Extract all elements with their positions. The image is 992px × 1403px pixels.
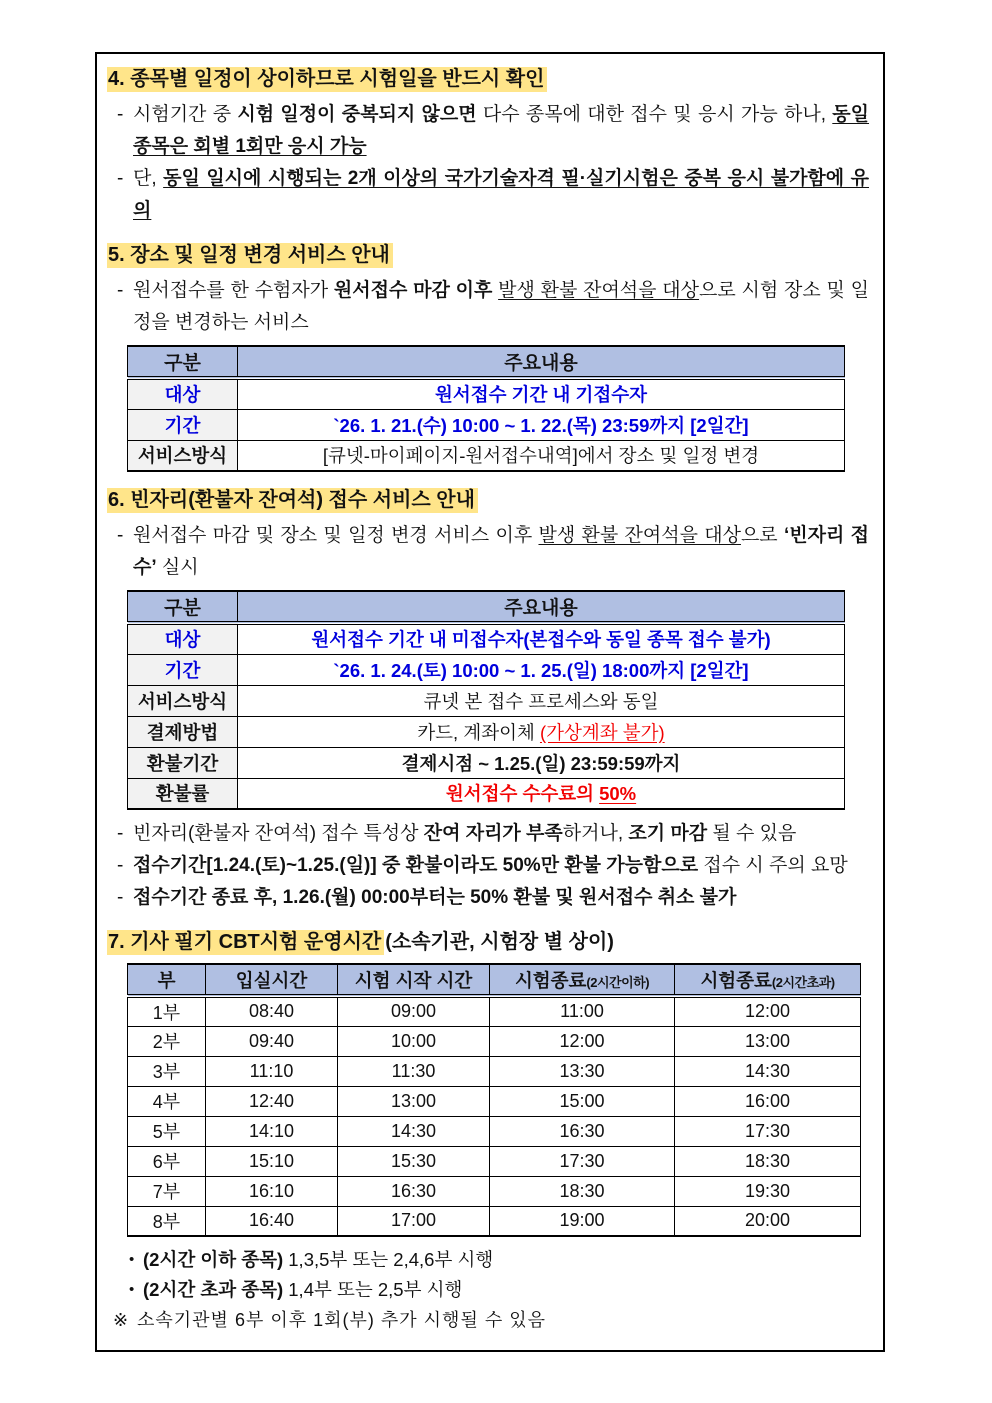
table-row — [128, 778, 845, 809]
table-row — [128, 1206, 861, 1236]
bullet-item — [125, 1275, 871, 1305]
table-row — [128, 409, 845, 440]
text-segment: 동일 일시에 시행되는 2개 이상의 국가기술자격 필·실기시험은 중복 응시 불가함에 유의 — [133, 168, 869, 221]
bullet-text — [133, 882, 871, 914]
schedule-cell: 15:10 — [206, 1146, 338, 1176]
text-segment: 동일 종목은 회별 1회만 응시 가능 — [133, 104, 870, 157]
text-segment: 잔여 자리가 부족 — [423, 823, 563, 844]
document-page — [95, 52, 885, 1352]
bullet-marker: - — [117, 525, 124, 546]
text-segment: 발생 환불 잔여석을 대상 — [538, 525, 741, 546]
schedule-cell: 09:40 — [206, 1026, 338, 1056]
schedule-cell: 17:30 — [490, 1146, 675, 1176]
text-segment: 접수기간 종료 후, 1.26.(월) 00:00부터는 50% 환불 및 원서접수 취소 불가 — [133, 887, 737, 908]
bullet-text — [143, 1275, 871, 1305]
bullet-marker: - — [117, 280, 124, 301]
schedule-cell: 18:30 — [675, 1146, 861, 1176]
row-value — [238, 378, 845, 409]
table-row — [128, 654, 845, 685]
text-segment: 하거나, — [562, 823, 629, 844]
bullet-item — [113, 520, 871, 584]
cbt-schedule-table — [127, 963, 861, 1237]
row-value — [238, 440, 845, 471]
table-header — [128, 964, 861, 996]
row-label: 환불률 — [128, 778, 238, 809]
row-value — [238, 623, 845, 654]
schedule-cell: 11:00 — [490, 996, 675, 1026]
text-segment: 빈자리(환불자 잔여석) 접수 특성상 — [133, 823, 424, 844]
bullet-text — [133, 99, 871, 163]
schedule-cell: 13:30 — [490, 1056, 675, 1086]
info-table — [127, 345, 845, 472]
column-header-category: 구분 — [128, 591, 238, 623]
text-segment: (가상계좌 불가) — [539, 721, 665, 743]
schedule-cell: 16:40 — [206, 1206, 338, 1236]
section-6-heading — [107, 485, 871, 515]
schedule-cell: 13:00 — [675, 1026, 861, 1056]
text-segment: 원서접수 기간 내 미접수자(본접수와 동일 종목 접수 불가) — [311, 629, 771, 651]
bullet-item — [113, 99, 871, 163]
schedule-cell: 13:00 — [338, 1086, 490, 1116]
bullet-marker: - — [117, 823, 124, 844]
vacancy-service-table-wrap — [107, 590, 871, 810]
row-value — [238, 778, 845, 809]
row-label: 대상 — [128, 378, 238, 409]
column-header-main: 부 — [157, 969, 176, 991]
bullet-text — [133, 818, 871, 850]
bullet-text — [133, 520, 871, 584]
schedule-cell: 12:40 — [206, 1086, 338, 1116]
row-label: 대상 — [128, 623, 238, 654]
change-service-table-wrap — [107, 345, 871, 472]
section-5 — [107, 240, 871, 472]
text-segment: 시험 일정이 중복되지 않으면 — [237, 104, 477, 125]
column-header — [206, 964, 338, 996]
schedule-cell: 15:00 — [490, 1086, 675, 1116]
text-segment: 원서접수 기간 내 기접수자 — [434, 384, 647, 406]
schedule-cell: 17:30 — [675, 1116, 861, 1146]
bullet-marker: - — [117, 887, 124, 908]
info-table — [127, 590, 845, 810]
text-segment: 카드, 계좌이체 — [417, 721, 540, 743]
section-4-heading-highlight: 4. 종목별 일정이 상이하므로 시험일을 반드시 확인 — [107, 67, 547, 92]
schedule-cell: 14:30 — [338, 1116, 490, 1146]
schedule-cell: 10:00 — [338, 1026, 490, 1056]
bullet-text — [133, 275, 871, 339]
text-segment: 결제시점 ~ 1.25.(일) 23:59:59까지 — [401, 752, 681, 774]
row-label: 환불기간 — [128, 747, 238, 778]
table-row — [128, 996, 861, 1026]
column-header-main: 시험 시작 시간 — [354, 969, 473, 991]
row-label: 서비스방식 — [128, 685, 238, 716]
text-segment: 1,3,5부 또는 2,4,6부 시행 — [283, 1249, 494, 1270]
table-row — [128, 440, 845, 471]
text-segment: [큐넷-마이페이지-원서접수내역]에서 장소 및 일정 변경 — [322, 445, 760, 467]
bullet-item — [113, 818, 871, 850]
schedule-cell: 1부 — [128, 996, 206, 1026]
bullet-text — [133, 850, 871, 882]
text-segment: 실시 — [156, 557, 199, 578]
table-header-row — [128, 964, 861, 996]
schedule-cell: 18:30 — [490, 1176, 675, 1206]
bullet-text — [143, 1245, 871, 1275]
text-segment: 으로 — [740, 525, 784, 546]
row-value — [238, 409, 845, 440]
table-row — [128, 685, 845, 716]
column-header-main: 시험종료 — [514, 969, 587, 991]
row-value — [238, 654, 845, 685]
schedule-cell: 6부 — [128, 1146, 206, 1176]
table-row — [128, 1026, 861, 1056]
schedule-cell: 5부 — [128, 1116, 206, 1146]
bullet-item — [125, 1245, 871, 1275]
bullet-marker: - — [117, 855, 124, 876]
text-segment: 시험기간 중 — [133, 104, 238, 125]
table-header-row — [128, 591, 845, 623]
section-5-heading — [107, 240, 871, 270]
section-7-heading — [107, 927, 871, 957]
bullet-item — [109, 1305, 871, 1335]
section-4-heading — [107, 64, 871, 94]
text-segment: ‘빈자리 접수’ — [133, 525, 869, 578]
text-segment: 다수 종목에 대한 접수 및 응시 가능 하나, — [476, 104, 833, 125]
schedule-cell: 8부 — [128, 1206, 206, 1236]
section-7-notes — [113, 1245, 871, 1335]
row-label: 기간 — [128, 409, 238, 440]
row-value — [238, 716, 845, 747]
column-header — [128, 964, 206, 996]
text-segment: 원서접수 마감 이후 — [333, 280, 493, 301]
schedule-cell: 4부 — [128, 1086, 206, 1116]
text-segment: 발생 환불 잔여석을 대상 — [498, 280, 700, 301]
table-row — [128, 623, 845, 654]
bullet-marker: - — [117, 104, 124, 125]
section-7-heading-suffix: (소속기관, 시험장 별 상이) — [385, 931, 614, 953]
column-header-main: 입실시간 — [235, 969, 308, 991]
section-5-heading-highlight: 5. 장소 및 일정 변경 서비스 안내 — [107, 243, 393, 268]
text-segment: 원서접수 수수료의 — [445, 783, 600, 805]
text-segment: 큐넷 본 접수 프로세스와 동일 — [423, 690, 659, 712]
bullet-text — [137, 1305, 871, 1335]
text-segment: 조기 마감 — [628, 823, 708, 844]
bullet-item — [113, 163, 871, 227]
table-row — [128, 1056, 861, 1086]
table-row — [128, 1116, 861, 1146]
schedule-cell: 11:10 — [206, 1056, 338, 1086]
section-4-bullets — [113, 99, 871, 227]
text-segment: `26. 1. 21.(수) 10:00 ~ 1. 22.(목) 23:59까지 [2일간] — [333, 414, 749, 436]
row-label: 결제방법 — [128, 716, 238, 747]
table-body — [128, 378, 845, 471]
bullet-item — [113, 275, 871, 339]
row-value — [238, 747, 845, 778]
text-segment: 될 수 있음 — [707, 823, 797, 844]
column-header-main: 시험종료 — [700, 969, 772, 991]
text-segment: 50% — [599, 783, 637, 805]
text-segment: 으로 시험 장소 및 일정을 변경하는 서비스 — [133, 280, 869, 333]
text-segment: (2시간 이하 종목) — [143, 1249, 284, 1270]
text-segment: 소속기관별 6부 이후 1회(부) 추가 시행될 수 있음 — [137, 1310, 546, 1330]
schedule-cell: 19:30 — [675, 1176, 861, 1206]
table-row — [128, 747, 845, 778]
schedule-cell: 16:30 — [338, 1176, 490, 1206]
text-segment: 1,4부 또는 2,5부 시행 — [283, 1279, 463, 1300]
section-6-bullets — [113, 520, 871, 584]
bullet-marker: • — [129, 1281, 135, 1298]
schedule-cell: 20:00 — [675, 1206, 861, 1236]
text-segment: 접수기간[1.24.(토)~1.25.(일)] 중 환불이라도 50%만 환불 가능함으로 — [133, 855, 699, 876]
table-body — [128, 623, 845, 809]
schedule-cell: 09:00 — [338, 996, 490, 1026]
text-segment: (2시간 초과 종목) — [143, 1279, 284, 1300]
text-segment: `26. 1. 24.(토) 10:00 ~ 1. 25.(일) 18:00까지 [2일간] — [333, 659, 749, 681]
section-6 — [107, 485, 871, 914]
schedule-cell: 11:30 — [338, 1056, 490, 1086]
schedule-cell: 17:00 — [338, 1206, 490, 1236]
section-4 — [107, 64, 871, 227]
row-label: 기간 — [128, 654, 238, 685]
schedule-cell: 7부 — [128, 1176, 206, 1206]
section-5-bullets — [113, 275, 871, 339]
schedule-cell: 19:00 — [490, 1206, 675, 1236]
row-value — [238, 685, 845, 716]
schedule-cell: 12:00 — [675, 996, 861, 1026]
bullet-marker: • — [129, 1251, 135, 1268]
section-6-post-bullets — [113, 818, 871, 914]
table-header-row — [128, 346, 845, 378]
schedule-cell: 16:10 — [206, 1176, 338, 1206]
text-segment: 접수 시 주의 요망 — [698, 855, 848, 876]
schedule-cell: 12:00 — [490, 1026, 675, 1056]
column-header-content: 주요내용 — [238, 346, 845, 378]
schedule-cell: 2부 — [128, 1026, 206, 1056]
schedule-cell: 14:30 — [675, 1056, 861, 1086]
section-7-heading-highlight: 7. 기사 필기 CBT시험 운영시간 — [107, 930, 384, 955]
bullet-item — [113, 882, 871, 914]
text-segment: 원서접수를 한 수험자가 — [133, 280, 334, 301]
column-header — [338, 964, 490, 996]
column-header — [490, 964, 675, 996]
cbt-schedule-table-wrap — [107, 963, 871, 1237]
table-header — [128, 591, 845, 623]
table-row — [128, 716, 845, 747]
table-row — [128, 1146, 861, 1176]
text-segment: 원서접수 마감 및 장소 및 일정 변경 서비스 이후 — [133, 525, 539, 546]
table-header — [128, 346, 845, 378]
bullet-text — [133, 163, 871, 227]
table-row — [128, 378, 845, 409]
schedule-cell: 16:30 — [490, 1116, 675, 1146]
text-segment: 단, — [133, 168, 164, 189]
column-header-content: 주요내용 — [238, 591, 845, 623]
schedule-cell: 08:40 — [206, 996, 338, 1026]
column-header-category: 구분 — [128, 346, 238, 378]
table-body — [128, 996, 861, 1236]
bullet-item — [113, 850, 871, 882]
schedule-cell: 3부 — [128, 1056, 206, 1086]
schedule-cell: 15:30 — [338, 1146, 490, 1176]
column-header-small: (2시간초과) — [771, 974, 835, 990]
section-6-heading-highlight: 6. 빈자리(환불자 잔여석) 접수 서비스 안내 — [107, 488, 478, 513]
bullet-marker: - — [117, 168, 124, 189]
section-7 — [107, 927, 871, 1335]
table-row — [128, 1176, 861, 1206]
column-header-small: (2시간이하) — [586, 974, 650, 990]
bullet-marker: ※ — [113, 1310, 130, 1330]
column-header — [675, 964, 861, 996]
schedule-cell: 14:10 — [206, 1116, 338, 1146]
table-row — [128, 1086, 861, 1116]
row-label: 서비스방식 — [128, 440, 238, 471]
schedule-cell: 16:00 — [675, 1086, 861, 1116]
